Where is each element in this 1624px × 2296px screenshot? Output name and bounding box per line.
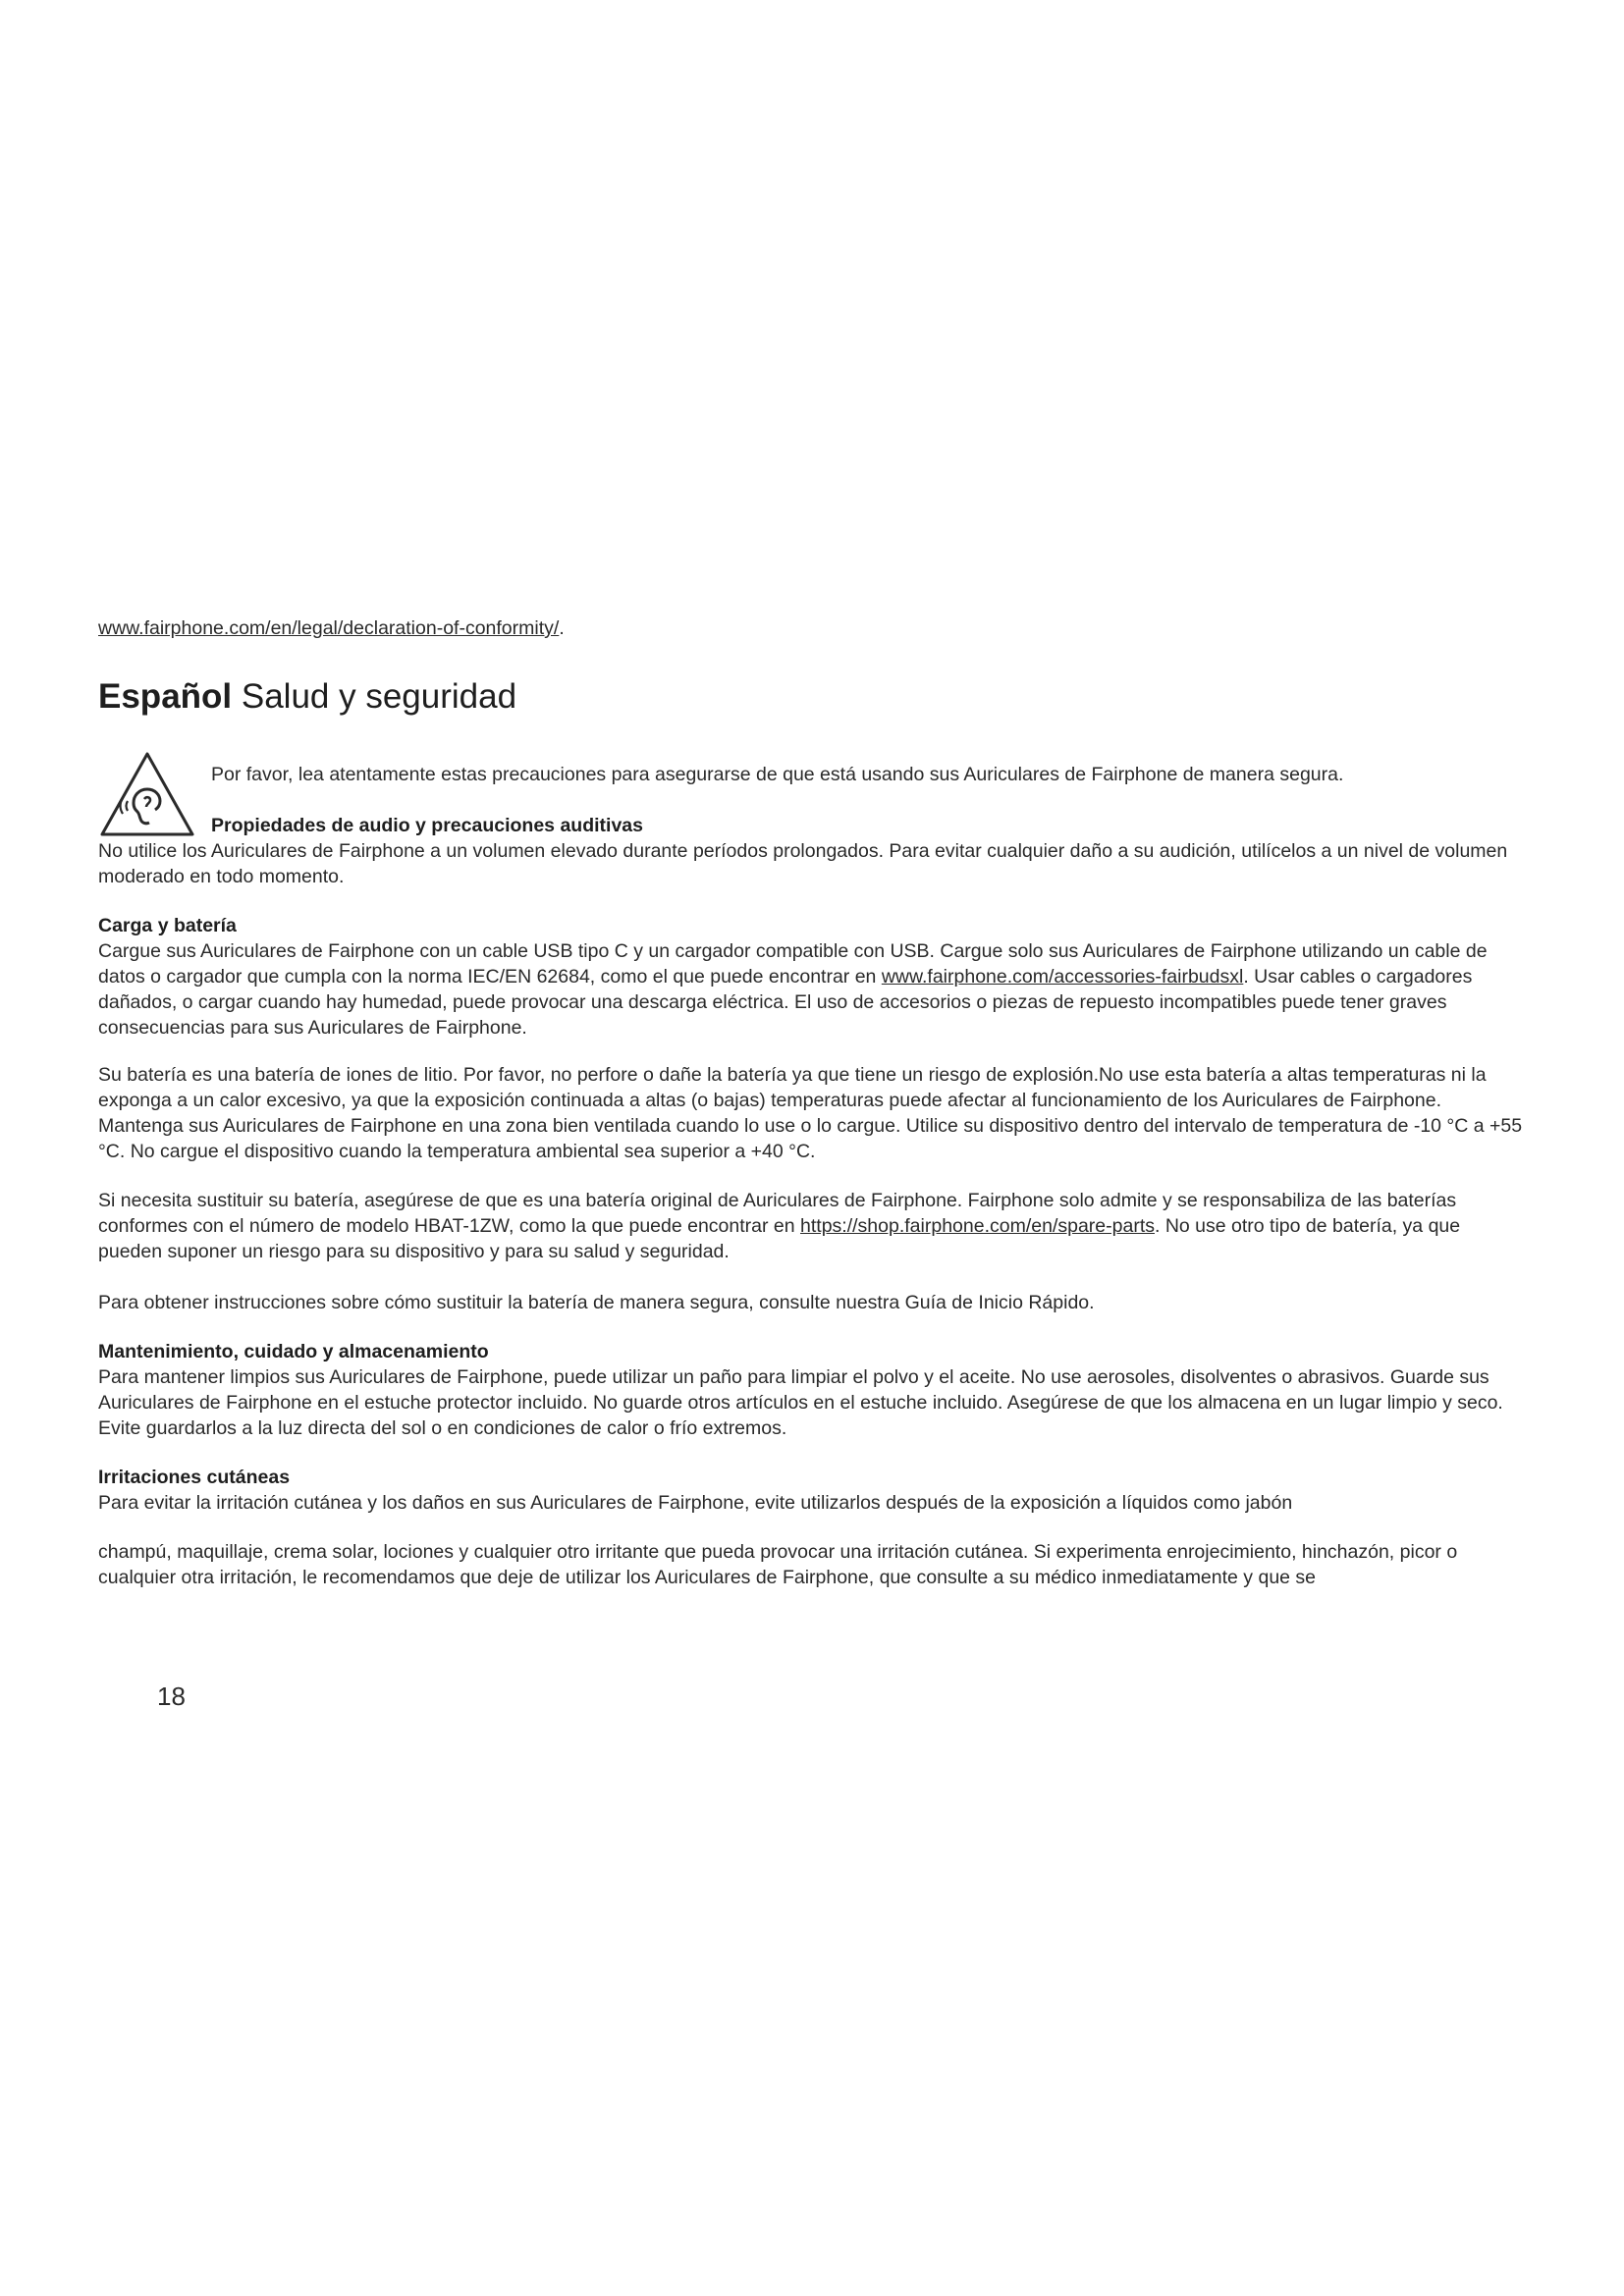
audio-section — [98, 813, 1528, 889]
page-number: 18 — [157, 1682, 186, 1711]
charging-section — [98, 913, 1528, 1041]
audio-heading: Propiedades de audio y precauciones auditivas — [211, 815, 643, 836]
intro-text: Por favor, lea atentamente estas precauciones para asegurarse de que está usando sus Auriculares de Fairphone de manera segura. — [211, 764, 1344, 785]
charging-heading: Carga y batería — [98, 915, 237, 936]
charging-text-continued: . Usar cables o cargadores dañados, o cargar cuando hay humedad, puede provocar una descarga eléctrica. El uso de accesorios o piezas de repuesto incompatibles puede tener graves consecuencias para sus Auriculares de Fairphone. — [98, 966, 1473, 1039]
guide-paragraph: Para obtener instrucciones sobre cómo sustituir la batería de manera segura, consulte nuestra Guía de Inicio Rápido. — [98, 1292, 1095, 1313]
title-text: Salud y seguridad — [232, 677, 517, 716]
skin-continued-paragraph: champú, maquillaje, crema solar, lociones y cualquier otro irritante que pueda provocar una irritación cutánea. Si experimenta enrojecimiento, hinchazón, picor o cualquier otra irritación, le recomendamos que deje de utilizar los Auriculares de Fairphone, que consulte a su médico inmediatamente y que se — [98, 1541, 1458, 1588]
page-title — [98, 675, 516, 719]
skin-text: Para evitar la irritación cutánea y los daños en sus Auriculares de Fairphone, evite utilizarlos después de la exposición a líquidos como jabón — [98, 1492, 1293, 1514]
charging-text: Cargue sus Auriculares de Fairphone con un cable USB tipo C y un cargador compatible con USB. Cargue solo sus Auriculares de Fairphone utilizando un cable de datos o cargador que cumpla con la norma IEC/EN 62684, como el que puede encontrar en — [98, 940, 1488, 988]
skin-heading: Irritaciones cutáneas — [98, 1467, 291, 1488]
replacement-paragraph — [98, 1188, 1528, 1264]
skin-section — [98, 1465, 1528, 1516]
maintenance-heading: Mantenimiento, cuidado y almacenamiento — [98, 1341, 489, 1362]
maintenance-text: Para mantener limpios sus Auriculares de Fairphone, puede utilizar un paño para limpiar el polvo y el aceite. No use aerosoles, disolventes o abrasivos. Guarde sus Auriculares de Fairphone en el estuche protector incluido. No guarde otros artículos en el estuche incluido. Asegúrese de que los almacena en un lugar limpio y seco. Evite guardarlos a la luz directa del sol o en condiciones de calor o frío extremos. — [98, 1366, 1503, 1439]
audio-text: No utilice los Auriculares de Fairphone a un volumen elevado durante períodos prolongados. Para evitar cualquier daño a su audición, utilícelos a un nivel de volumen moderado en todo momento. — [98, 840, 1508, 887]
declaration-link-line — [98, 615, 565, 641]
declaration-of-conformity-link[interactable]: www.fairphone.com/en/legal/declaration-of-conformity/ — [98, 617, 560, 639]
spare-parts-link[interactable]: https://shop.fairphone.com/en/spare-parts — [800, 1215, 1155, 1237]
link-period: . — [559, 617, 565, 639]
maintenance-section — [98, 1339, 1528, 1441]
accessories-link[interactable]: www.fairphone.com/accessories-fairbudsxl — [881, 966, 1244, 988]
battery-paragraph: Su batería es una batería de iones de litio. Por favor, no perfore o dañe la batería ya que tiene un riesgo de explosión.No use esta batería a altas temperaturas ni la exponga a un calor excesivo, ya que la exposición continuada a altas (o bajas) temperaturas puede afectar al funcionamiento de los Auriculares de Fairphone. Mantenga sus Auriculares de Fairphone en una zona bien ventilada cuando lo use o lo cargue. Utilice su dispositivo dentro del intervalo de temperatura de -10 °C a +55 °C. No cargue el dispositivo cuando la temperatura ambiental sea superior a +40 °C. — [98, 1064, 1523, 1162]
title-language: Español — [98, 677, 233, 716]
replacement-text: Si necesita sustituir su batería, asegúrese de que es una batería original de Auriculares de Fairphone. Fairphone solo admite y se responsabiliza de las baterías conformes con el número de modelo HBAT-1ZW, como la que puede encontrar en — [98, 1190, 1457, 1237]
replacement-text-continued: . No use otro tipo de batería, ya que pueden suponer un riesgo para su dispositivo y para su salud y seguridad. — [98, 1215, 1461, 1262]
